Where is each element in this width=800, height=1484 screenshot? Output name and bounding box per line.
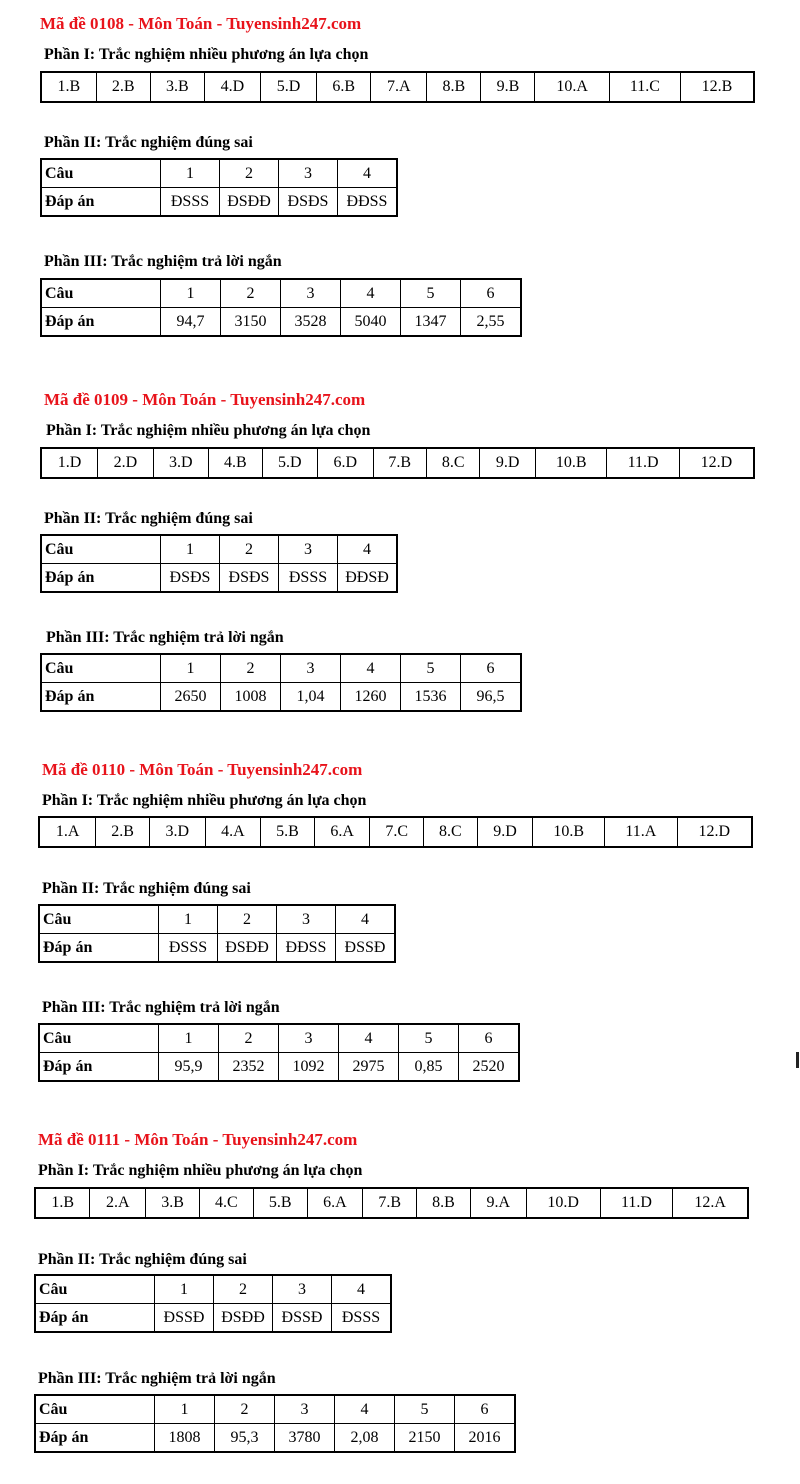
table-cell: 9.D [477,817,533,847]
table-cell: 7.B [363,1188,417,1218]
table-cell: 12.A [673,1188,748,1218]
table-cell: 3.B [150,72,204,102]
table-cell: 4.C [199,1188,253,1218]
table-cell: 3.D [149,817,205,847]
table-header-cell: 5 [401,279,461,308]
part3-answer-table [40,278,522,337]
table-header-cell: 3 [277,905,336,934]
table-cell: 4.D [204,72,260,102]
table-header-cell: 5 [401,654,461,683]
table-row [41,308,521,337]
table-cell: 5.B [253,1188,307,1218]
part3-heading: Phần III: Trắc nghiệm trả lời ngắn [44,253,282,270]
part2-answer-table [34,1274,392,1333]
table-cell: ĐĐSĐ [338,564,398,593]
part2-heading: Phần II: Trắc nghiệm đúng sai [42,880,251,897]
table-header-cell: 4 [332,1275,392,1304]
table-cell: 1.D [41,448,98,478]
table-cell: 10.D [526,1188,600,1218]
table-header-cell: Câu [39,905,159,934]
table-cell: 1808 [155,1424,215,1453]
part2-answer-table [38,904,396,963]
exam-block-0109 [0,376,800,736]
table-header-cell: Câu [39,1024,159,1053]
table-cell: 2.D [98,448,153,478]
part1-heading: Phần I: Trắc nghiệm nhiều phương án lựa chọn [42,792,367,809]
table-cell: 5040 [341,308,401,337]
table-cell: 11.D [607,448,679,478]
table-cell: 5.D [261,72,317,102]
table-cell: 6.A [314,817,370,847]
table-row [35,1275,391,1304]
table-header-cell: 1 [155,1395,215,1424]
table-header-cell: 1 [159,1024,219,1053]
table-cell: 3150 [221,308,281,337]
table-cell: 8.C [426,448,479,478]
edge-artifact [796,1052,799,1068]
table-header-cell: 4 [341,654,401,683]
table-cell: 7.B [373,448,426,478]
table-cell: 9.D [480,448,535,478]
table-cell: 11.D [600,1188,673,1218]
table-cell: ĐSSS [159,934,218,963]
table-header-cell: 6 [461,654,522,683]
table-cell: ĐSSĐ [273,1304,332,1333]
table-header-cell: 2 [220,535,279,564]
table-header-cell: 3 [279,159,338,188]
table-cell: ĐSSĐ [155,1304,214,1333]
table-cell: 12.D [677,817,752,847]
table-cell: 3780 [275,1424,335,1453]
table-cell: Đáp án [35,1304,155,1333]
part2-answer-table [40,534,398,593]
table-cell: Đáp án [41,683,161,712]
table-cell: Đáp án [41,308,161,337]
table-cell: ĐSĐS [220,564,279,593]
table-cell: ĐSSĐ [336,934,396,963]
table-cell: 1347 [401,308,461,337]
table-cell: 10.B [533,817,605,847]
table-cell: 95,3 [215,1424,275,1453]
table-row [39,1024,519,1053]
table-row [41,683,521,712]
table-header-cell: 1 [161,654,221,683]
part3-answer-table [40,653,522,712]
table-row [35,1188,748,1218]
table-header-cell: 4 [339,1024,399,1053]
table-header-cell: 2 [221,279,281,308]
table-cell: 6.A [307,1188,363,1218]
table-header-cell: Câu [41,654,161,683]
table-cell: 2150 [395,1424,455,1453]
table-row [41,279,521,308]
table-row [39,817,752,847]
table-header-cell: 4 [338,535,398,564]
table-cell: ĐSĐĐ [218,934,277,963]
table-header-cell: Câu [41,279,161,308]
table-cell: 2.A [90,1188,146,1218]
table-header-cell: 2 [215,1395,275,1424]
part2-heading: Phần II: Trắc nghiệm đúng sai [44,510,253,527]
table-cell: 2352 [219,1053,279,1082]
part1-answer-table [40,447,755,479]
part3-answer-table [38,1023,520,1082]
table-row [41,654,521,683]
table-header-cell: 4 [335,1395,395,1424]
table-cell: 7.A [371,72,427,102]
table-cell: 8.C [424,817,478,847]
table-cell: Đáp án [39,1053,159,1082]
table-cell: 4.B [209,448,262,478]
table-header-cell: 4 [338,159,398,188]
table-header-cell: 1 [161,279,221,308]
part3-answer-table [34,1394,516,1453]
table-cell: 2.B [96,817,150,847]
table-header-cell: 4 [336,905,396,934]
table-header-cell: 1 [161,159,220,188]
table-cell: 1,04 [281,683,341,712]
table-cell: 1260 [341,683,401,712]
table-header-cell: 3 [273,1275,332,1304]
part3-heading: Phần III: Trắc nghiệm trả lời ngắn [46,629,284,646]
table-row [41,535,397,564]
table-row [39,934,395,963]
table-cell: 2,55 [461,308,522,337]
exam-title: Mã đề 0111 - Môn Toán - Tuyensinh247.com [38,1130,358,1149]
part2-heading: Phần II: Trắc nghiệm đúng sai [44,134,253,151]
table-header-cell: 5 [399,1024,459,1053]
table-cell: 1.A [39,817,96,847]
part1-answer-table [38,816,753,848]
table-cell: 12.D [679,448,754,478]
table-header-cell: 2 [218,905,277,934]
exam-title: Mã đề 0110 - Môn Toán - Tuyensinh247.com [42,760,363,779]
table-cell: 3.D [153,448,208,478]
table-row [41,188,397,217]
part2-answer-table [40,158,398,217]
table-cell: 2016 [455,1424,516,1453]
table-cell: ĐSĐS [279,188,338,217]
table-header-cell: 6 [461,279,522,308]
part3-heading: Phần III: Trắc nghiệm trả lời ngắn [42,999,280,1016]
exam-title: Mã đề 0109 - Môn Toán - Tuyensinh247.com [44,390,366,409]
table-cell: 12.B [680,72,754,102]
table-cell: 1.B [41,72,96,102]
table-cell: 11.C [609,72,680,102]
exam-block-0111 [0,1116,800,1484]
table-header-cell: 4 [341,279,401,308]
table-cell: 9.A [470,1188,526,1218]
table-header-cell: 3 [281,279,341,308]
table-cell: 8.B [417,1188,471,1218]
table-row [35,1304,391,1333]
table-cell: 6.B [317,72,371,102]
table-cell: 1008 [221,683,281,712]
table-header-cell: 3 [279,535,338,564]
table-cell: 4.A [205,817,261,847]
table-header-cell: 3 [279,1024,339,1053]
exam-block-0110 [0,746,800,1106]
table-cell: 1.B [35,1188,90,1218]
table-cell: 6.D [318,448,373,478]
table-cell: 2520 [459,1053,520,1082]
table-row [41,448,754,478]
table-cell: ĐSSS [332,1304,392,1333]
part1-heading: Phần I: Trắc nghiệm nhiều phương án lựa chọn [38,1162,363,1179]
table-cell: 3.B [146,1188,200,1218]
table-cell: 96,5 [461,683,522,712]
table-cell: 94,7 [161,308,221,337]
table-header-cell: 1 [159,905,218,934]
table-header-cell: Câu [35,1275,155,1304]
table-cell: 1536 [401,683,461,712]
table-cell: 10.B [535,448,607,478]
exam-block-0108 [0,0,800,360]
table-header-cell: 1 [155,1275,214,1304]
table-cell: 2,08 [335,1424,395,1453]
table-cell: 9.B [481,72,535,102]
table-header-cell: 6 [459,1024,520,1053]
table-cell: ĐĐSS [338,188,398,217]
part1-heading: Phần I: Trắc nghiệm nhiều phương án lựa chọn [44,46,369,63]
part1-answer-table [40,71,755,103]
table-header-cell: 1 [161,535,220,564]
part2-heading: Phần II: Trắc nghiệm đúng sai [38,1251,247,1268]
table-header-cell: 3 [275,1395,335,1424]
table-cell: Đáp án [39,934,159,963]
table-cell: Đáp án [41,564,161,593]
table-cell: 2975 [339,1053,399,1082]
table-row [41,72,754,102]
table-cell: 2.B [96,72,150,102]
table-header-cell: 2 [220,159,279,188]
table-cell: ĐSSS [279,564,338,593]
table-cell: 1092 [279,1053,339,1082]
table-cell: 8.B [427,72,481,102]
table-cell: ĐSĐĐ [220,188,279,217]
exam-title: Mã đề 0108 - Môn Toán - Tuyensinh247.com [40,14,362,33]
table-cell: 10.A [535,72,609,102]
table-cell: ĐSSS [161,188,220,217]
table-cell: ĐSĐS [161,564,220,593]
table-row [41,159,397,188]
table-cell: Đáp án [41,188,161,217]
table-cell: 11.A [605,817,677,847]
table-header-cell: 6 [455,1395,516,1424]
table-cell: 5.B [261,817,315,847]
table-header-cell: Câu [35,1395,155,1424]
part1-answer-table [34,1187,749,1219]
part3-heading: Phần III: Trắc nghiệm trả lời ngắn [38,1370,276,1387]
table-cell: ĐSĐĐ [214,1304,273,1333]
table-row [41,564,397,593]
table-header-cell: Câu [41,159,161,188]
table-cell: ĐĐSS [277,934,336,963]
table-header-cell: 5 [395,1395,455,1424]
table-header-cell: 2 [219,1024,279,1053]
table-cell: 95,9 [159,1053,219,1082]
table-cell: 7.C [370,817,424,847]
part1-heading: Phần I: Trắc nghiệm nhiều phương án lựa chọn [46,422,371,439]
table-cell: 2650 [161,683,221,712]
table-cell: 5.D [262,448,317,478]
table-cell: 3528 [281,308,341,337]
table-cell: 0,85 [399,1053,459,1082]
table-header-cell: 3 [281,654,341,683]
table-header-cell: 2 [214,1275,273,1304]
table-row [35,1395,515,1424]
table-row [35,1424,515,1453]
table-row [39,1053,519,1082]
table-header-cell: 2 [221,654,281,683]
table-header-cell: Câu [41,535,161,564]
table-cell: Đáp án [35,1424,155,1453]
table-row [39,905,395,934]
